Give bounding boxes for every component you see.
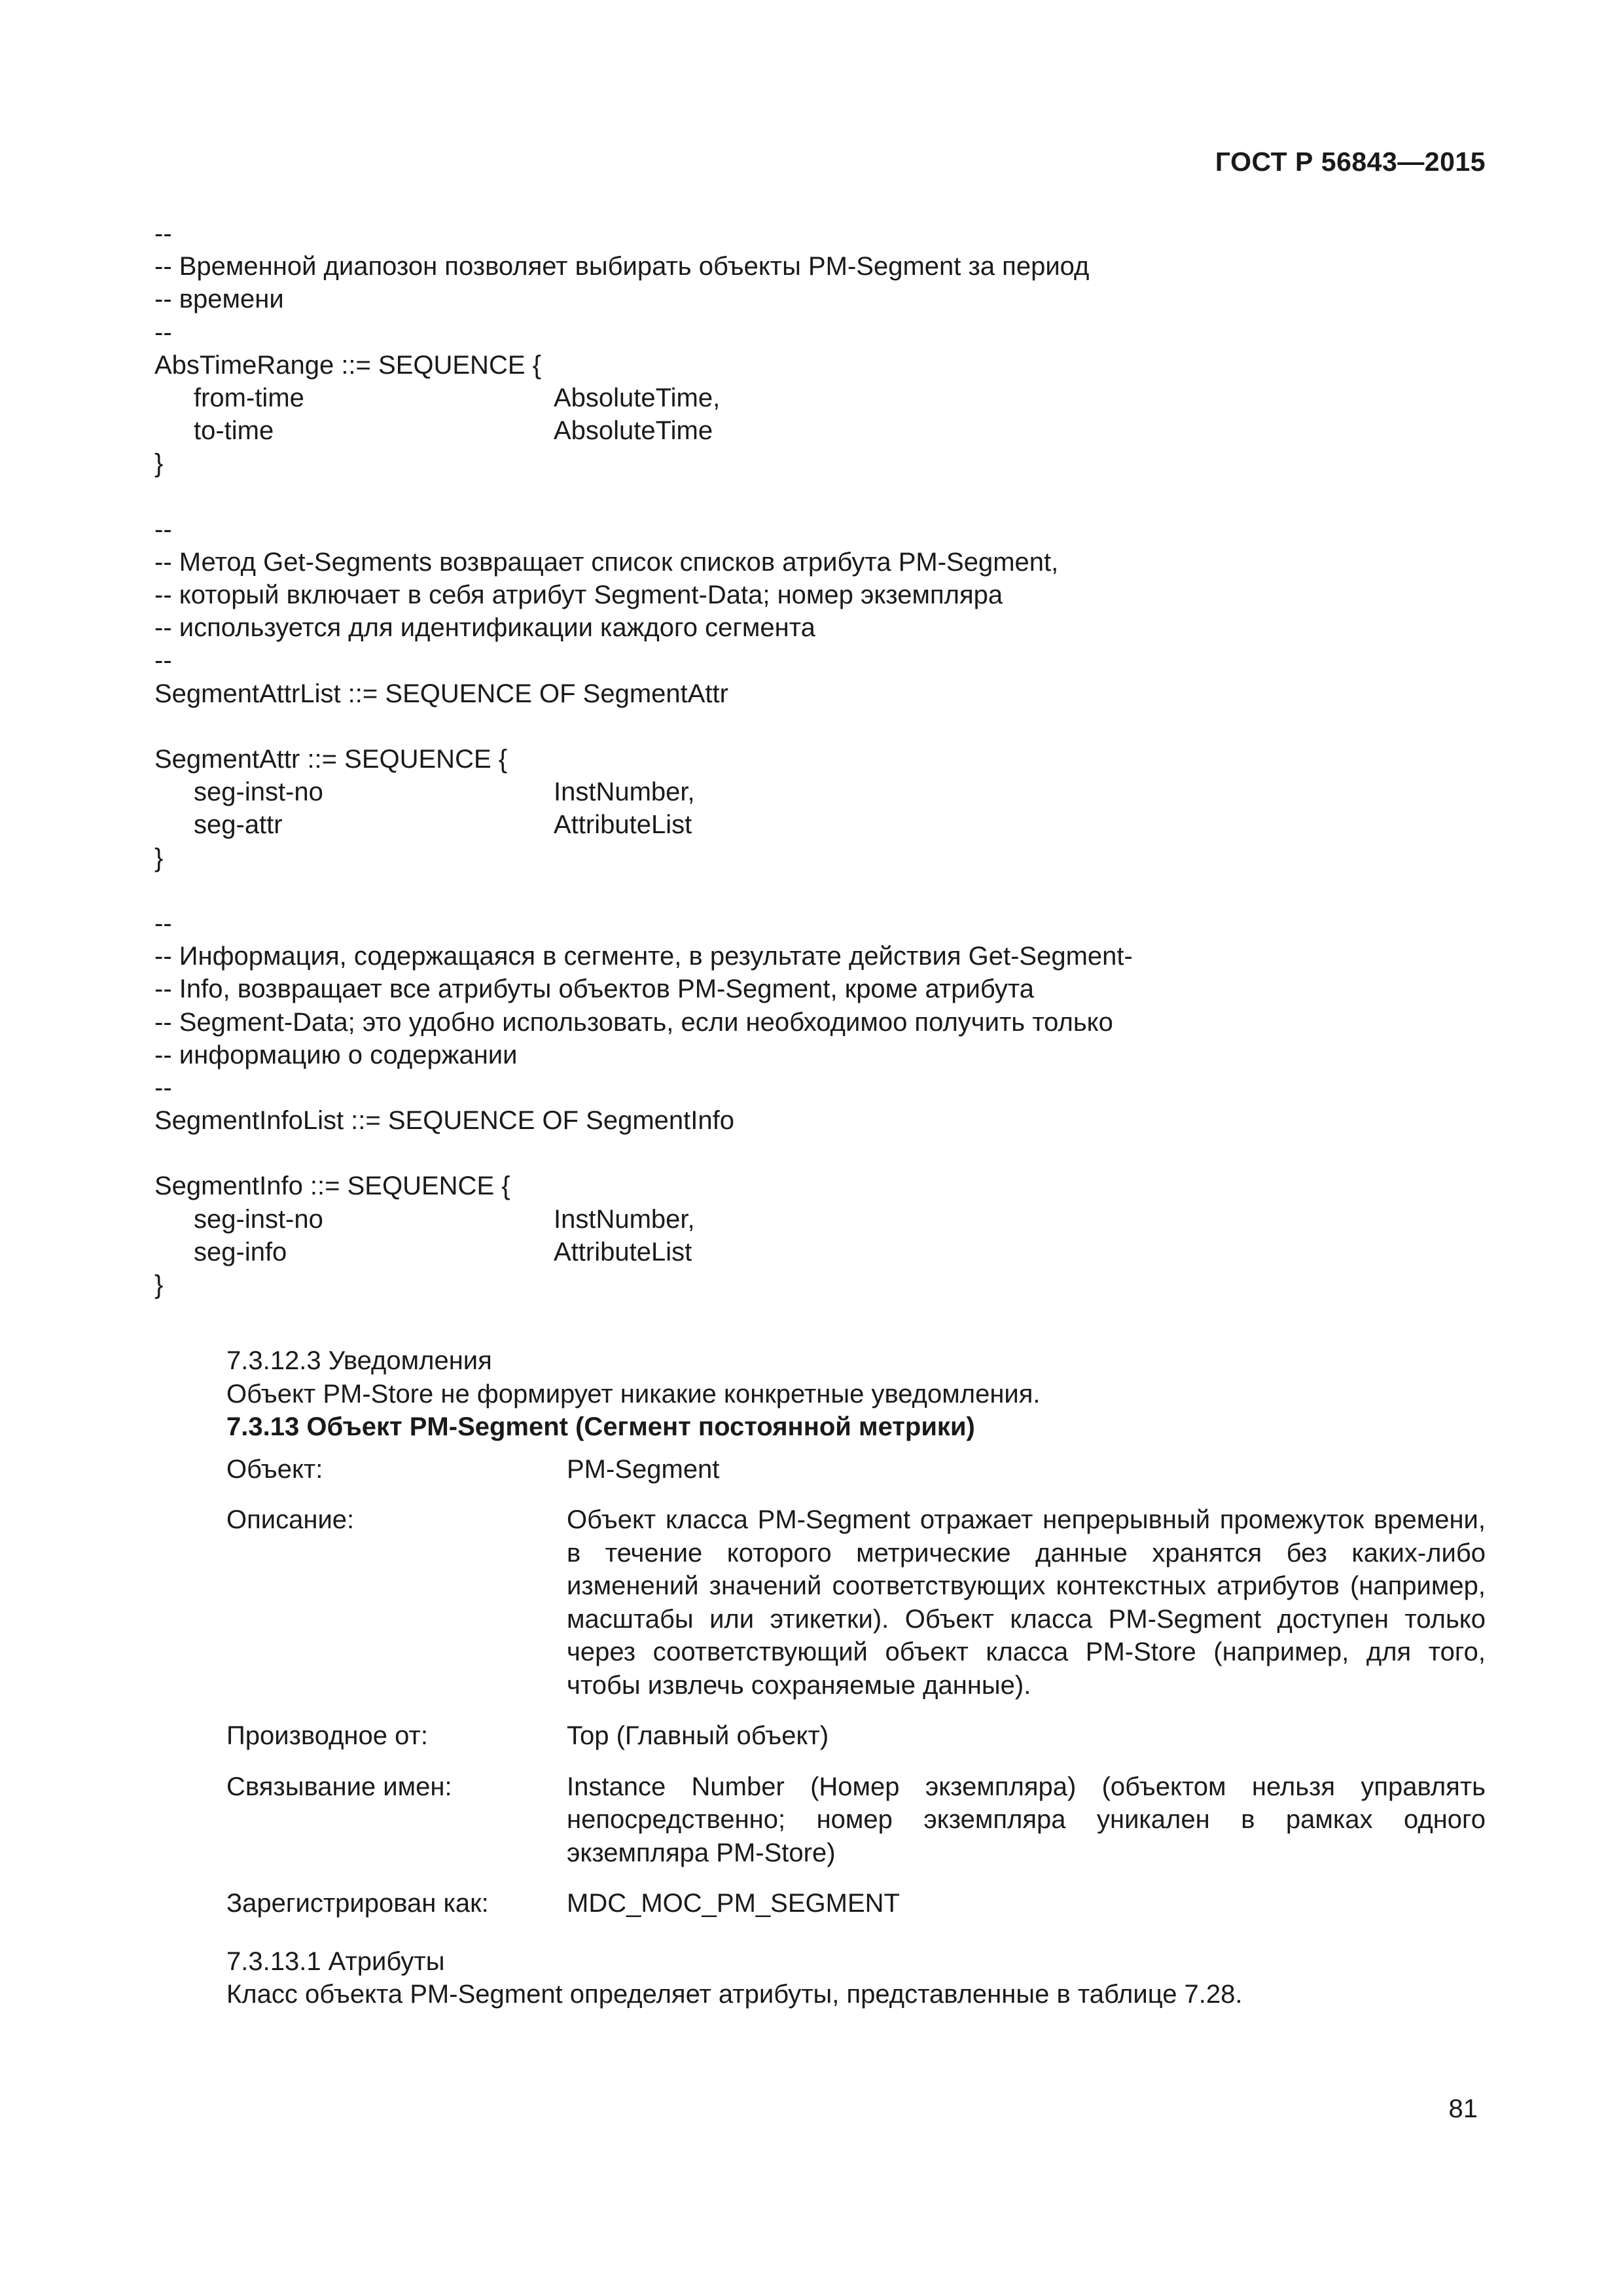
- code-line: -- времени: [154, 285, 284, 314]
- code-line: [154, 808, 1133, 841]
- code-line: --: [154, 646, 172, 675]
- code-line: [154, 874, 1133, 907]
- attributes-text: Класс объекта PM-Segment определяет атрибуты, представленные в таблице 7.28.: [226, 1980, 1243, 2009]
- code-field-name: seg-inst-no: [194, 1204, 323, 1234]
- code-field-type: AttributeList: [554, 1237, 692, 1266]
- code-line: [154, 382, 1133, 414]
- code-line: [154, 1137, 1133, 1170]
- asn1-code-block: [154, 217, 1133, 1301]
- definition-key: Объект:: [226, 1454, 323, 1484]
- notifications-heading: 7.3.12.3 Уведомления: [226, 1346, 492, 1375]
- attributes-block: [226, 1945, 1486, 2011]
- code-field-name: seg-attr: [194, 810, 283, 840]
- code-line: [154, 1236, 1133, 1268]
- code-line: AbsTimeRange ::= SEQUENCE {: [154, 350, 541, 380]
- notifications-text: Объект PM-Store не формирует никакие конкретные уведомления.: [226, 1379, 1041, 1408]
- code-line: }: [154, 449, 164, 478]
- code-line: -- Info, возвращает все атрибуты объектов PM-Segment, кроме атрибута: [154, 975, 1034, 1004]
- code-line: SegmentInfo ::= SEQUENCE {: [154, 1172, 510, 1201]
- code-field-type: AbsoluteTime: [554, 416, 713, 446]
- code-field-name: from-time: [194, 383, 304, 412]
- code-line: [154, 414, 1133, 447]
- definition-key: Зарегистрирован как:: [226, 1889, 489, 1918]
- code-line: -- Информация, содержащаяся в сегменте, в результате действия Get-Segment-: [154, 942, 1133, 971]
- code-line: -- который включает в себя атрибут Segment-Data; номер экземпляра: [154, 581, 1003, 610]
- code-field-name: seg-inst-no: [194, 778, 323, 807]
- definition-row-object: [226, 1453, 1486, 1486]
- code-field-type: InstNumber,: [554, 778, 695, 807]
- code-line: [154, 480, 1133, 513]
- code-line: -- Segment-Data; это удобно использовать, если необходимоо получить только: [154, 1007, 1113, 1037]
- definition-value: Instance Number (Номер экземпляра) (объектом нельзя управлять непосредственно; номер экземпляра уникален в рамках одного экземпляра PM-Store): [567, 1772, 1486, 1867]
- code-line: [154, 710, 1133, 743]
- definition-row-registered-as: [226, 1887, 1486, 1920]
- definition-value: PM-Segment: [567, 1454, 720, 1484]
- code-field-name: seg-info: [194, 1237, 287, 1266]
- code-line: --: [154, 514, 172, 544]
- definition-key: Связывание имен:: [226, 1772, 452, 1801]
- code-line: }: [154, 1270, 164, 1299]
- code-line: }: [154, 843, 164, 872]
- definition-value: Объект класса PM-Segment отражает непрерывный промежуток времени, в течение которого метрические данные хранятся без каких-либо изменений значений соответствующих контекстных атрибутов (например, масштабы или этикетки). Объект класса PM-Segment доступен только через соответствующий объект класса PM-Store (например, для того, чтобы извлечь сохраняемые данные).: [567, 1505, 1486, 1700]
- definition-value: Top (Главный объект): [567, 1721, 829, 1750]
- code-line: -- информацию о содержании: [154, 1040, 518, 1069]
- definition-value: MDC_MOC_PM_SEGMENT: [567, 1889, 900, 1918]
- attributes-heading: 7.3.13.1 Атрибуты: [226, 1946, 445, 1976]
- code-line: --: [154, 219, 172, 248]
- definition-key: Производное от:: [226, 1721, 428, 1750]
- code-field-name: to-time: [194, 416, 274, 446]
- code-line: SegmentAttrList ::= SEQUENCE OF SegmentAttr: [154, 679, 728, 708]
- definition-row-description: [226, 1503, 1486, 1702]
- definition-row-derived-from: [226, 1719, 1486, 1753]
- object-heading: 7.3.13 Объект PM-Segment (Сегмент постоянной метрики): [226, 1412, 975, 1441]
- code-line: [154, 776, 1133, 808]
- section-7-3-13: [226, 1344, 1486, 2011]
- code-line: --: [154, 908, 172, 938]
- object-definition-table: [226, 1453, 1486, 1920]
- code-line: --: [154, 1073, 172, 1102]
- code-line: --: [154, 317, 172, 347]
- code-line: [154, 1203, 1133, 1236]
- code-line: -- Временной диапозон позволяет выбирать объекты PM-Segment за период: [154, 252, 1090, 281]
- code-line: -- Метод Get-Segments возвращает список списков атрибута PM-Segment,: [154, 547, 1059, 577]
- code-field-type: InstNumber,: [554, 1204, 695, 1234]
- document-code-header: ГОСТ Р 56843—2015: [1215, 147, 1486, 177]
- definition-key: Описание:: [226, 1505, 355, 1534]
- code-line: SegmentAttr ::= SEQUENCE {: [154, 745, 508, 774]
- code-field-type: AttributeList: [554, 810, 692, 840]
- definition-row-name-binding: [226, 1770, 1486, 1870]
- code-line: -- используется для идентификации каждого сегмента: [154, 613, 815, 643]
- code-field-type: AbsoluteTime,: [554, 383, 721, 412]
- code-line: SegmentInfoList ::= SEQUENCE OF SegmentInfo: [154, 1106, 734, 1136]
- page-number: 81: [1448, 2094, 1478, 2123]
